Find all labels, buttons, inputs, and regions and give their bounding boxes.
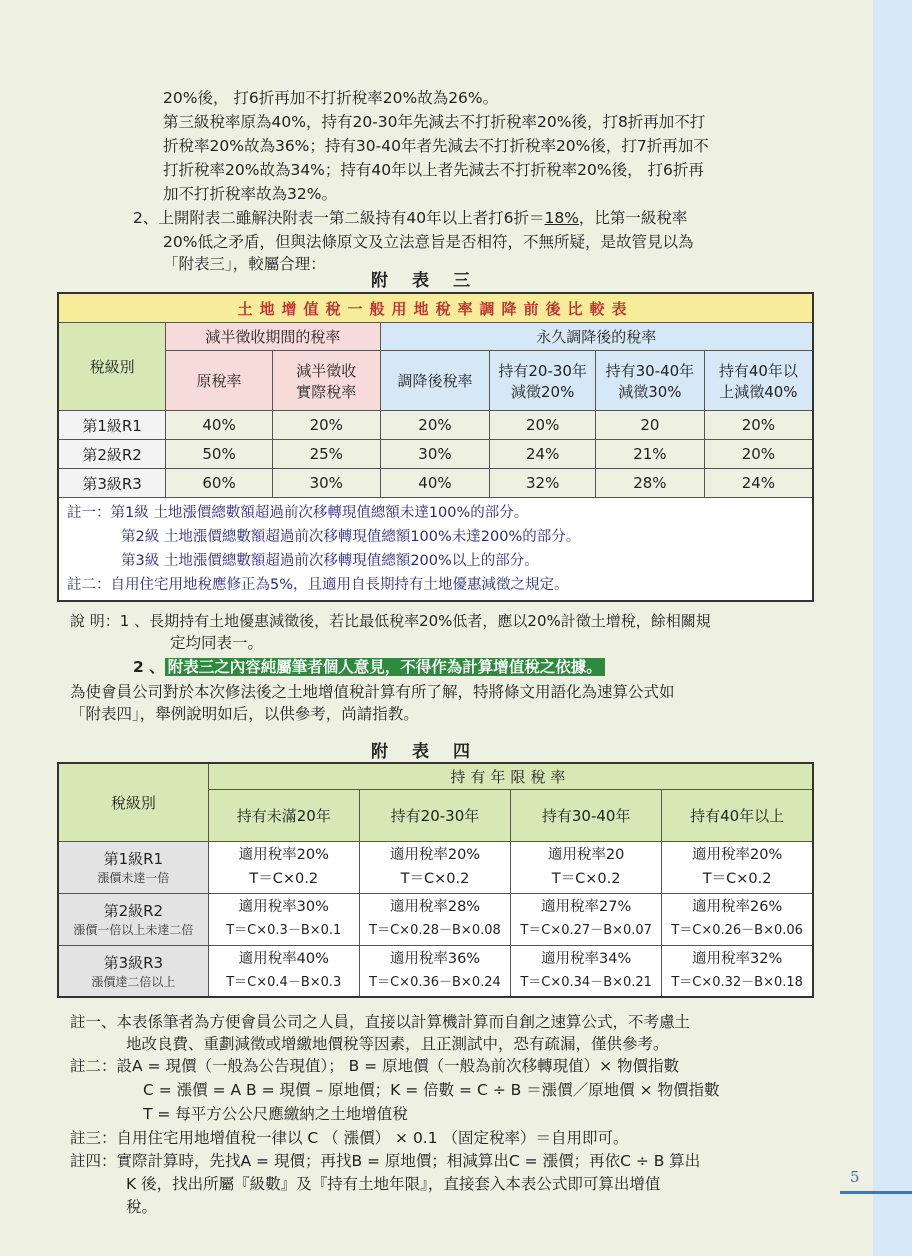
- formula-cell: 適用稅率26% T＝C×0.26－B×0.06: [662, 893, 813, 945]
- footnote-line: T = 每平方公公尺應繳納之土地增值稅: [143, 1105, 408, 1123]
- grade-cell: 第1級R1 漲價未達一倍: [58, 841, 208, 893]
- grade-cell: 第3級R3 漲價達二倍以上: [58, 945, 208, 997]
- explain-item2: [133, 655, 605, 679]
- table3-notes: [58, 498, 813, 602]
- rate-cell: 32%: [490, 469, 596, 498]
- item2-line2: 20%低之矛盾，但與法條原文及立法意旨是否相符，不無所疑，是故管見以為: [163, 233, 694, 251]
- footnote-line: 註二：設A = 現價（一般為公告現值）； B = 原地價（一般為前次移轉現值）× 物價指數: [70, 1057, 680, 1075]
- col-30-40: 持有30-40年: [511, 789, 662, 841]
- para-line: 打折稅率20%故為34%；持有40年以上者先減去不打折稅率20%後， 打6折再: [163, 161, 704, 179]
- formula-cell: 適用稅率20% T＝C×0.2: [208, 841, 359, 893]
- group-half-period: 減半徵收期間的稅率: [166, 323, 380, 351]
- item2-line3: 「附表三」，較屬合理：: [163, 255, 326, 273]
- rate-cell: 30%: [272, 469, 380, 498]
- right-margin-band: [873, 0, 912, 1256]
- col-20-30: 持有20-30年: [359, 789, 510, 841]
- explain-line2: 定均同表一。: [170, 634, 264, 652]
- rate-cell: 28%: [596, 469, 705, 498]
- note-line: 第3級 土地漲價總數額超過前次移轉現值總額200%以上的部分。: [121, 553, 539, 569]
- para-line: 20%後， 打6折再加不打折稅率20%故為26%。: [163, 89, 499, 107]
- footnote-line: K 後，找出所屬『級數』及『持有土地年限』，直接套入本表公式即可算出增值: [126, 1175, 661, 1193]
- table3-title: 土地增值稅一般用地稅率調降前後比較表: [58, 293, 813, 323]
- formula-cell: 適用稅率20 T＝C×0.2: [511, 841, 662, 893]
- col-40-plus: 持有40年以上: [662, 789, 813, 841]
- formula-cell: 適用稅率32% T＝C×0.32－B×0.18: [662, 945, 813, 997]
- note-line: 第2級 土地漲價總數額超過前次移轉現值總額100%未達200%的部分。: [121, 529, 581, 545]
- explain-line5: 「附表四」，舉例說明如后，以供參考，尚請指教。: [70, 705, 419, 723]
- footnote-line: C = 漲價 = A B = 現價 – 原地價；K = 倍數 = C ÷ B ＝漲價／原地價 × 物價指數: [143, 1081, 720, 1099]
- grade-cell: 第1級R1: [58, 411, 166, 440]
- rate-cell: 40%: [380, 469, 490, 498]
- rate-cell: 25%: [272, 440, 380, 469]
- note-line: 註二：自用住宅用地稅應修正為5%，且適用自長期持有土地優惠減徵之規定。: [67, 577, 569, 593]
- grade-header: 稅級別: [58, 763, 208, 841]
- grade-header: 稅級別: [58, 323, 166, 411]
- footnote-line: 地改良費、重劃減徵或增繳地價稅等因素，且正測試中，恐有疏漏，僅供參考。: [126, 1035, 669, 1053]
- note-line: 註一：第1級 土地漲價總數額超過前次移轉現值總額未達100%的部分。: [67, 505, 529, 521]
- grade-cell: 第3級R3: [58, 469, 166, 498]
- rate-cell: 24%: [704, 469, 813, 498]
- rate-cell: 30%: [380, 440, 490, 469]
- grade-cell: 第2級R2: [58, 440, 166, 469]
- item2-underlined-value: 18%: [544, 209, 579, 227]
- footnote-line: 註三：自用住宅用地增值稅一律以 C （ 漲價） × 0.1 （固定稅率）＝自用即可。: [70, 1129, 629, 1147]
- para-line: 加不打折稅率故為32%。: [163, 185, 337, 203]
- col-under-20: 持有未滿20年: [208, 789, 359, 841]
- page-number-rule: [840, 1191, 912, 1194]
- page-number: 5: [850, 1168, 860, 1186]
- rate-cell: 24%: [490, 440, 596, 469]
- explain-line1: 說 明：1 、長期持有土地優惠減徵後，若比最低稅率20%低者，應以20%計徵土增稅，餘相關規: [70, 612, 711, 630]
- formula-cell: 適用稅率20% T＝C×0.2: [662, 841, 813, 893]
- formula-cell: 適用稅率30% T＝C×0.3－B×0.1: [208, 893, 359, 945]
- rate-cell: 40%: [166, 411, 273, 440]
- col-20-30: 持有20-30年 減徵20%: [490, 351, 596, 411]
- rate-cell: 60%: [166, 469, 273, 498]
- col-actual-rate: 減半徵收 實際稅率: [272, 351, 380, 411]
- formula-cell: 適用稅率40% T＝C×0.4－B×0.3: [208, 945, 359, 997]
- table3-caption: 附表三: [371, 271, 494, 291]
- explain-highlight: 附表三之內容純屬筆者個人意見，不得作為計算增值稅之依據。: [165, 658, 605, 676]
- rate-cell: 20%: [704, 411, 813, 440]
- footnote-line: 註四：實際計算時，先找A = 現價；再找B = 原地價；相減算出C = 漲價；再依C ÷ B 算出: [70, 1152, 701, 1170]
- grade-cell: 第2級R2 漲價一倍以上未達二倍: [58, 893, 208, 945]
- col-40-plus: 持有40年以 上減徵40%: [704, 351, 813, 411]
- holding-rate-header: 持有年限稅率: [208, 763, 813, 789]
- footnote-line: 註一、本表係筆者為方便會員公司之人員，直接以計算機計算而自創之速算公式，不考慮土: [70, 1013, 691, 1031]
- explain-line4: 為使會員公司對於本次修法後之土地增值稅計算有所了解，特將條文用語化為速算公式如: [70, 683, 675, 701]
- col-original-rate: 原稅率: [166, 351, 273, 411]
- formula-cell: 適用稅率36% T＝C×0.36－B×0.24: [359, 945, 510, 997]
- item2-text: ，比第一級稅率: [578, 209, 688, 227]
- col-reduced-rate: 調降後稅率: [380, 351, 490, 411]
- rate-cell: 20%: [704, 440, 813, 469]
- footnote-line: 稅。: [126, 1198, 158, 1216]
- formula-cell: 適用稅率27% T＝C×0.27－B×0.07: [511, 893, 662, 945]
- rate-cell: 20%: [380, 411, 490, 440]
- rate-cell: 20%: [272, 411, 380, 440]
- item2-line1: [133, 206, 687, 230]
- para-line: 第三級稅率原為40%，持有20-30年先減去不打折稅率20%後，打8折再加不打: [163, 113, 706, 131]
- rate-cell: 20: [596, 411, 705, 440]
- formula-cell: 適用稅率28% T＝C×0.28－B×0.08: [359, 893, 510, 945]
- explain-item2-num: 2 、: [133, 658, 165, 676]
- table4-caption: 附表四: [371, 742, 494, 762]
- col-30-40: 持有30-40年 減徵30%: [596, 351, 705, 411]
- para-line: 折稅率20%故為36%；持有30-40年者先減去不打折稅率20%後，打7折再加不: [163, 137, 709, 155]
- table4: [57, 762, 814, 998]
- formula-cell: 適用稅率34% T＝C×0.34－B×0.21: [511, 945, 662, 997]
- rate-cell: 21%: [596, 440, 705, 469]
- formula-cell: 適用稅率20% T＝C×0.2: [359, 841, 510, 893]
- group-permanent: 永久調降後的稅率: [380, 323, 813, 351]
- rate-cell: 20%: [490, 411, 596, 440]
- table3: [57, 292, 814, 602]
- item2-text: 2、上開附表二雖解決附表一第二級持有40年以上者打6折＝: [133, 209, 545, 227]
- rate-cell: 50%: [166, 440, 273, 469]
